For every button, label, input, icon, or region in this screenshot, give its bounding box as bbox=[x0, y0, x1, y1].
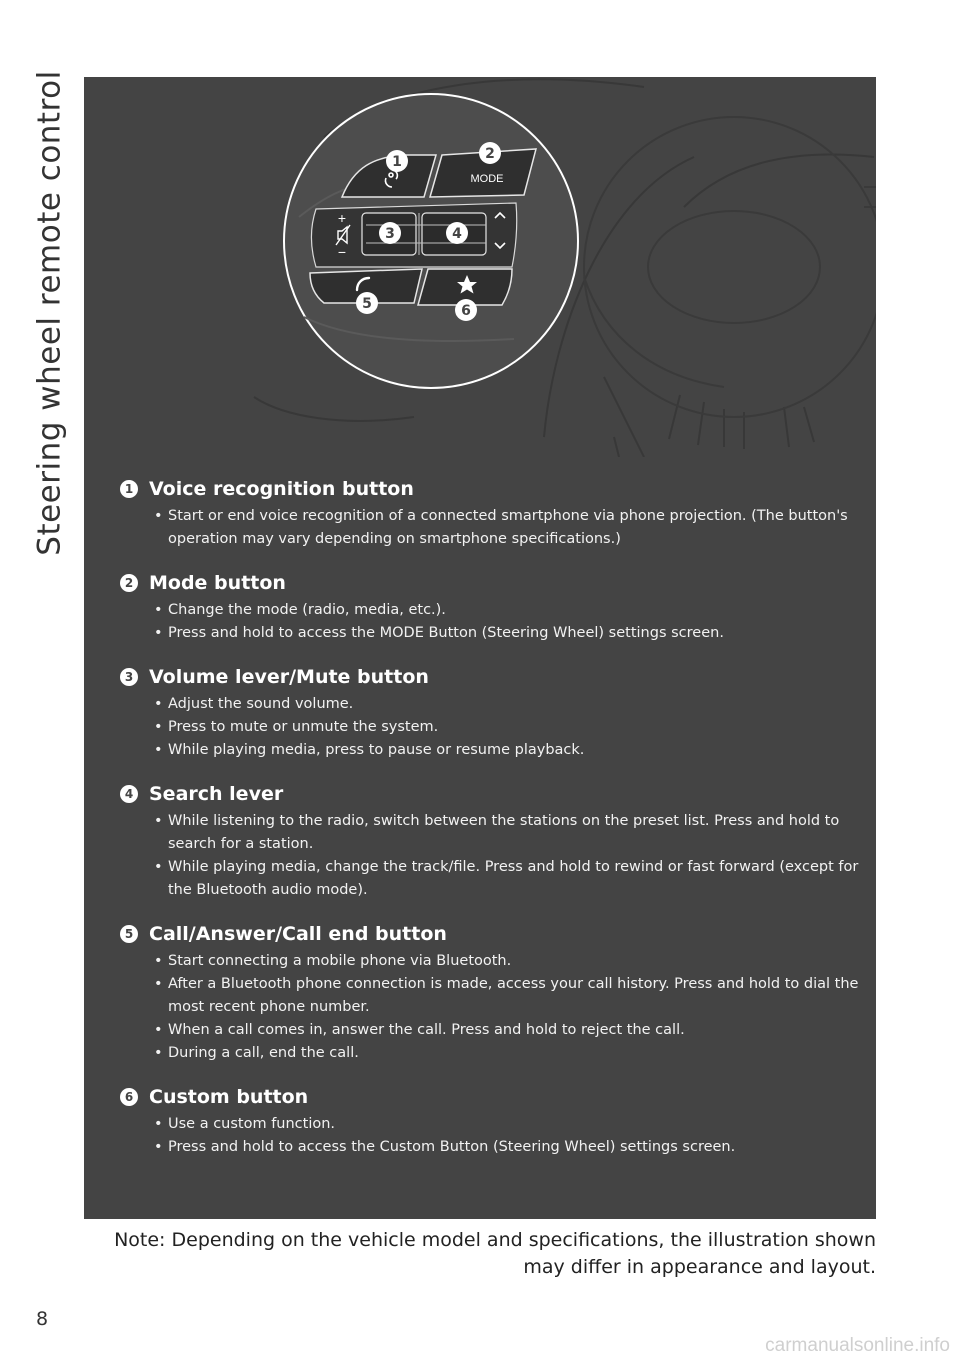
page-number: 8 bbox=[36, 1308, 49, 1330]
bullet: • Press to mute or unmute the system. bbox=[146, 716, 860, 739]
svg-text:3: 3 bbox=[385, 226, 395, 242]
side-section-title bbox=[28, 70, 72, 556]
item-title: Mode button bbox=[149, 572, 286, 594]
bullet: • During a call, end the call. bbox=[146, 1042, 860, 1065]
item-title: Custom button bbox=[149, 1086, 309, 1108]
volume-plus-label: + bbox=[337, 210, 347, 226]
mode-button-label: MODE bbox=[470, 173, 504, 185]
side-section-title-text: Steering wheel remote control bbox=[32, 70, 68, 556]
content-panel bbox=[84, 77, 876, 1219]
bullet: • Start connecting a mobile phone via Bluetooth. bbox=[146, 950, 860, 973]
svg-text:5: 5 bbox=[362, 296, 372, 312]
bullet: • While playing media, change the track/file. Press and hold to rewind or fast forward (except for the Bluetooth audio mode). bbox=[146, 856, 860, 902]
item-call-button bbox=[120, 922, 860, 1065]
callout-2 bbox=[479, 142, 501, 164]
item-number-badge: 2 bbox=[120, 574, 138, 592]
bullet: • While playing media, press to pause or resume playback. bbox=[146, 739, 860, 762]
bullet: • While listening to the radio, switch between the stations on the preset list. Press and hold to search for a station. bbox=[146, 810, 860, 856]
bullet: • Start or end voice recognition of a connected smartphone via phone projection. (The button's operation may vary depending on smartphone specifications.) bbox=[146, 505, 860, 551]
item-number-badge: 3 bbox=[120, 668, 138, 686]
item-title: Search lever bbox=[149, 783, 284, 805]
svg-text:2: 2 bbox=[485, 146, 495, 162]
callout-5 bbox=[356, 292, 378, 314]
watermark: carmanualsonline.info bbox=[765, 1335, 950, 1356]
callout-6 bbox=[455, 299, 477, 321]
bullet: • After a Bluetooth phone connection is made, access your call history. Press and hold to dial the most recent phone number. bbox=[146, 973, 860, 1019]
item-title: Call/Answer/Call end button bbox=[149, 923, 447, 945]
svg-text:4: 4 bbox=[452, 226, 462, 242]
item-voice-recognition bbox=[120, 477, 860, 551]
bullet: • Adjust the sound volume. bbox=[146, 693, 860, 716]
wheel-hub-inner bbox=[648, 211, 820, 323]
item-number-badge: 6 bbox=[120, 1088, 138, 1106]
item-search-lever bbox=[120, 782, 860, 902]
steering-wheel-illustration bbox=[84, 77, 876, 457]
item-number-badge: 1 bbox=[120, 480, 138, 498]
bullet: • When a call comes in, answer the call. Press and hold to reject the call. bbox=[146, 1019, 860, 1042]
illustration-note: Note: Depending on the vehicle model and specifications, the illustration shown may differ in appearance and layout. bbox=[114, 1229, 876, 1278]
wheel-hub-outer bbox=[584, 117, 876, 417]
bullet: • Press and hold to access the Custom Button (Steering Wheel) settings screen. bbox=[146, 1136, 860, 1159]
item-mode-button bbox=[120, 571, 860, 645]
callout-3 bbox=[379, 222, 401, 244]
item-title: Voice recognition button bbox=[149, 478, 414, 500]
bullet: • Change the mode (radio, media, etc.). bbox=[146, 599, 860, 622]
callout-4 bbox=[446, 222, 468, 244]
callout-1 bbox=[386, 150, 408, 172]
item-volume-lever bbox=[120, 665, 860, 762]
volume-minus-label: − bbox=[337, 244, 347, 260]
item-number-badge: 5 bbox=[120, 925, 138, 943]
item-title: Volume lever/Mute button bbox=[149, 666, 429, 688]
bullet: • Use a custom function. bbox=[146, 1113, 860, 1136]
item-custom-button bbox=[120, 1085, 860, 1159]
item-number-badge: 4 bbox=[120, 785, 138, 803]
svg-text:6: 6 bbox=[461, 303, 471, 319]
button-descriptions bbox=[120, 477, 860, 1179]
svg-text:1: 1 bbox=[392, 154, 402, 170]
bullet: • Press and hold to access the MODE Button (Steering Wheel) settings screen. bbox=[146, 622, 860, 645]
